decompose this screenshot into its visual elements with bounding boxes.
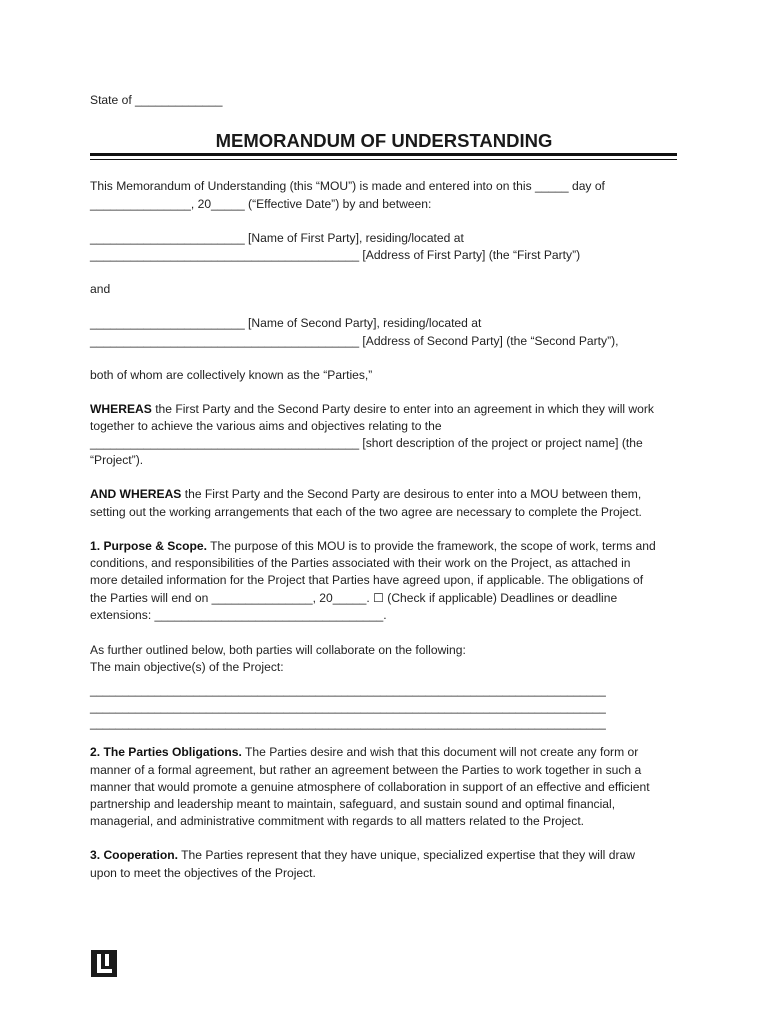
section-1-line: extensions: __________________________________.	[90, 608, 387, 622]
and-whereas-paragraph-line	[90, 486, 641, 503]
section-1-line: the Parties will end on _______________, 20_____. ☐ (Check if applicable) Deadlines or deadline	[90, 591, 618, 605]
and-whereas-heading: AND WHEREAS	[90, 487, 182, 501]
section-2-heading: 2. The Parties Obligations.	[90, 745, 242, 759]
and-whereas-paragraph-line: setting out the working arrangements that each of the two agree are necessary to complete the Project.	[90, 505, 642, 519]
section-2-line: partnership and leadership meant to maintain, safeguard, and sustain sound and optimal financial,	[90, 797, 616, 811]
whereas-paragraph-line: “Project”).	[90, 453, 144, 467]
and-whereas-text: the First Party and the Second Party are desirous to enter into a MOU between them,	[181, 487, 642, 501]
section-1-heading: 1. Purpose & Scope.	[90, 539, 207, 553]
section-1-line: The main objective(s) of the Project:	[90, 660, 284, 674]
section-2-text: The Parties desire and wish that this document will not create any form or	[241, 745, 639, 759]
second-party-address-line: ________________________________________ [Address of Second Party] (the “Second Party”),	[90, 334, 619, 348]
title-rule-thick	[90, 153, 677, 156]
collective-line: both of whom are collectively known as the “Parties,”	[90, 368, 373, 382]
whereas-paragraph-line	[90, 401, 654, 418]
section-3-line	[90, 847, 635, 864]
whereas-paragraph-line: together to achieve the various aims and objectives relating to the	[90, 419, 442, 433]
intro-line: _______________, 20_____ (“Effective Date”) by and between:	[90, 197, 432, 211]
intro-line: This Memorandum of Understanding (this “MOU”) is made and entered into on this _____ day of	[90, 179, 605, 193]
section-3-heading: 3. Cooperation.	[90, 848, 179, 862]
objective-blank-line: ________________________________________________________________________________	[90, 701, 606, 714]
document-title: MEMORANDUM OF UNDERSTANDING	[215, 130, 553, 151]
section-2-line: manner of a formal agreement, but rather an agreement between the Parties to work together in such a	[90, 763, 642, 777]
brand-logo-icon	[91, 950, 117, 977]
second-party-name-line: _______________________ [Name of Second Party], residing/located at	[90, 316, 482, 330]
and-text: and	[90, 282, 111, 296]
section-1-line	[90, 538, 656, 555]
whereas-heading: WHEREAS	[90, 402, 152, 416]
objective-blank-line: ________________________________________________________________________________	[90, 684, 606, 697]
section-2-line	[90, 744, 638, 761]
title-rule-thin	[90, 159, 677, 160]
section-1-text: The purpose of this MOU is to provide the framework, the scope of work, terms and	[206, 539, 656, 553]
whereas-text: the First Party and the Second Party desire to enter into an agreement in which they will work	[151, 402, 654, 416]
first-party-address-line: ________________________________________ [Address of First Party] (the “First Party”)	[90, 248, 581, 262]
section-1-line: conditions, and responsibilities of the Parties associated with their work on the Project, as attached in	[90, 556, 631, 570]
first-party-name-line: _______________________ [Name of First Party], residing/located at	[90, 231, 464, 245]
state-line: State of _____________	[90, 93, 223, 107]
section-2-line: managerial, and administrative commitment with regards to all matters related to the Project.	[90, 814, 585, 828]
section-3-text: The Parties represent that they have unique, specialized expertise that they will draw	[178, 848, 635, 862]
section-1-line: more detailed information for the Project that Parties have agreed upon, if applicable. The obligations of	[90, 573, 644, 587]
objective-blank-line: ________________________________________________________________________________	[90, 717, 606, 730]
section-2-line: manner that would promote a genuine atmosphere of collaboration in support of an effective and efficient	[90, 780, 650, 794]
section-3-line: upon to meet the objectives of the Project.	[90, 866, 316, 880]
section-1-line: As further outlined below, both parties will collaborate on the following:	[90, 643, 466, 657]
whereas-paragraph-line: ________________________________________ [short description of the project or project name] (the	[90, 436, 643, 450]
